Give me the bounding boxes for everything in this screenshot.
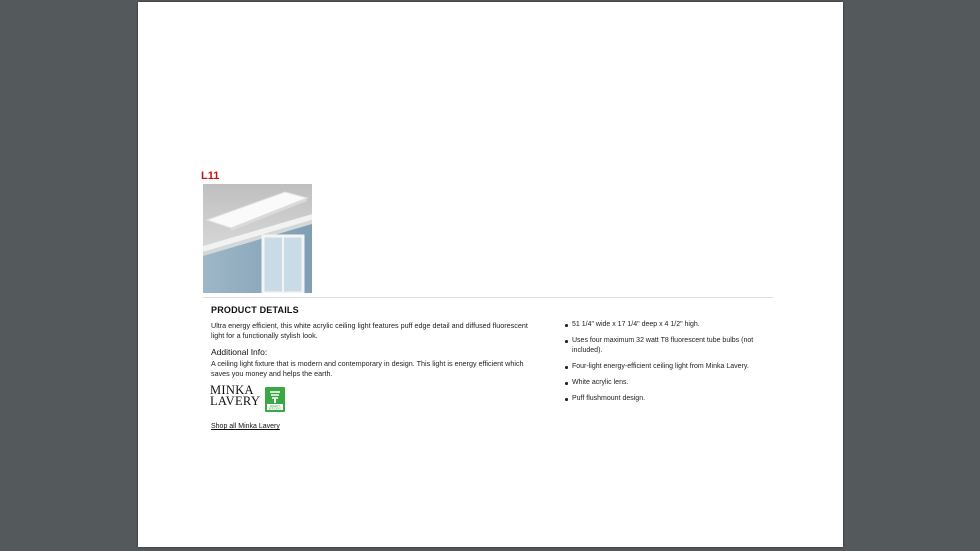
energy-efficient-icon: [265, 387, 285, 412]
brand-logo-line2: LAVERY: [210, 394, 261, 408]
product-photo: [203, 184, 312, 293]
brand-logo-line1: MINKA: [210, 383, 254, 397]
feature-item: Uses four maximum 32 watt T8 fluorescent tube bulbs (not included).: [563, 336, 778, 356]
ceiling-light-image: [203, 184, 312, 293]
feature-item: 51 1/4" wide x 17 1/4" deep x 4 1/2" high.: [563, 320, 778, 330]
product-details-heading: PRODUCT DETAILS: [211, 305, 299, 315]
feature-item: Four-light energy-efficient ceiling light from Minka Lavery.: [563, 362, 778, 372]
additional-info-text: A ceiling light fixture that is modern and contemporary in design. This light is energy efficient which saves you money and helps the earth.: [211, 359, 524, 378]
svg-text:EFFICIENT: EFFICIENT: [268, 407, 282, 411]
feature-item: Puff flushmount design.: [563, 394, 778, 404]
svg-text:ENERGY: ENERGY: [269, 405, 281, 408]
feature-list: [563, 320, 778, 410]
item-code: L11: [201, 170, 220, 182]
document-page: [138, 2, 843, 547]
section-divider: [203, 297, 773, 298]
product-description: Ultra energy efficient, this white acrylic ceiling light features puff edge detail and diffused fluorescent light for a functionally stylish look.: [211, 321, 528, 340]
minka-lavery-logo: [210, 385, 260, 407]
shop-all-minka-lavery-link[interactable]: Shop all Minka Lavery: [211, 423, 280, 430]
feature-item: White acrylic lens.: [563, 378, 778, 388]
additional-info-heading: Additional Info:: [211, 347, 268, 357]
